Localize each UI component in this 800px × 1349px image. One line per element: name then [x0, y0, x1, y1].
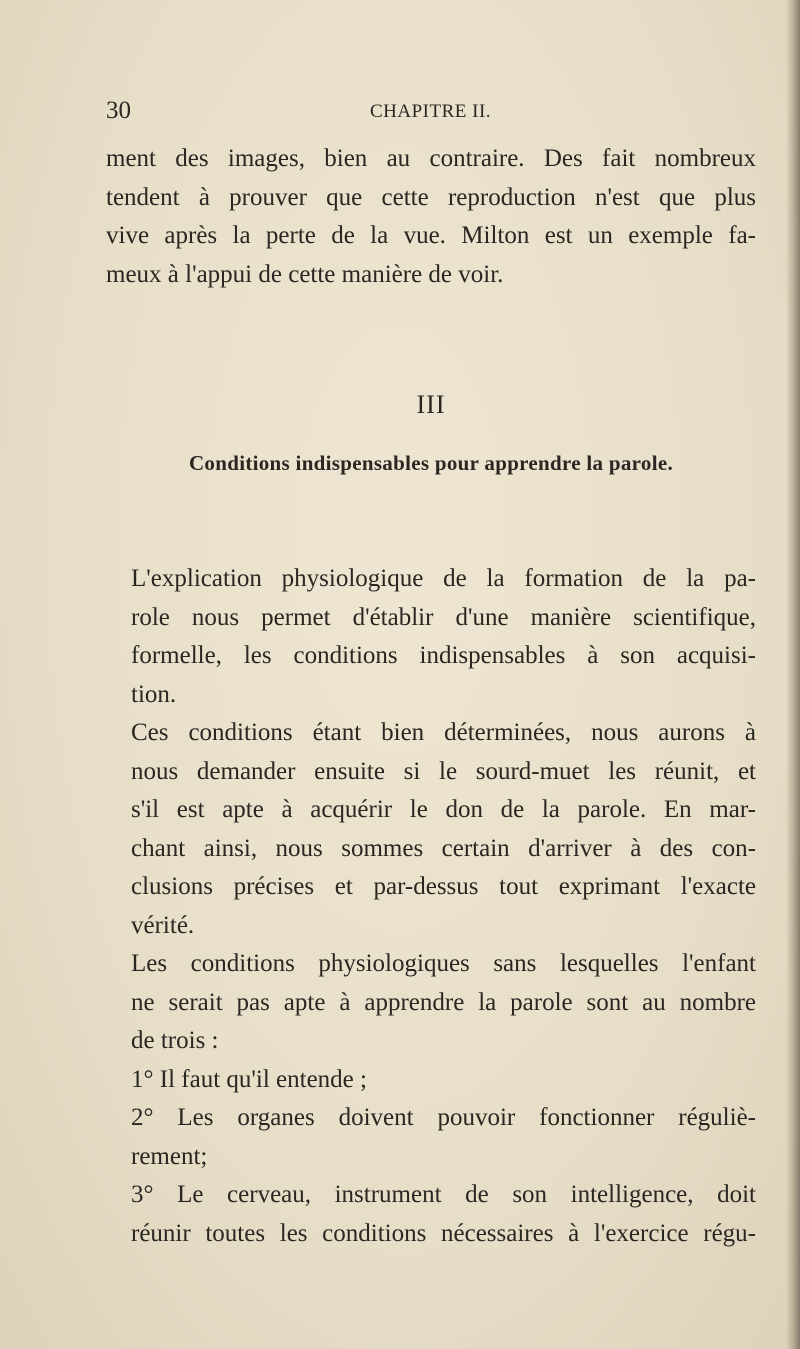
section-number: III — [416, 390, 446, 419]
text-line: role nous permet d'établir d'une manière scientifique, — [131, 603, 756, 631]
text-line: meux à l'appui de cette manière de voir. — [106, 260, 504, 288]
list-item — [106, 1061, 756, 1100]
text-line: 2° Les organes doivent pouvoir fonctionner réguliè- — [131, 1104, 756, 1131]
opening-paragraph — [106, 140, 756, 294]
text-line: Les conditions physiologiques sans lesquelles l'enfant — [131, 950, 756, 977]
text-line: 3° Le cerveau, instrument de son intelligence, doit — [131, 1181, 756, 1208]
paragraph — [106, 945, 756, 1061]
page-number: 30 — [106, 97, 131, 124]
text-line: vérité. — [131, 911, 195, 939]
text-line: nous demander ensuite si le sourd-muet les réunit, et — [131, 757, 756, 785]
running-head: CHAPITRE II. — [370, 101, 492, 122]
paragraph — [106, 714, 756, 945]
page-header — [106, 96, 756, 126]
body-text — [106, 560, 756, 1253]
list-item — [106, 1099, 756, 1176]
text-line: chant ainsi, nous sommes certain d'arriver à des con- — [131, 834, 756, 862]
text-line: clusions précises et par-dessus tout exprimant l'exacte — [131, 873, 756, 900]
text-line: formelle, les conditions indispensables à son acquisi- — [131, 642, 756, 669]
section-title: Conditions indispensables pour apprendre la parole. — [188, 451, 674, 475]
text-line: de trois : — [131, 1027, 219, 1054]
text-line: tion. — [131, 680, 177, 708]
text-line: rement; — [131, 1142, 208, 1170]
paragraph — [106, 560, 756, 714]
text-line: 1° Il faut qu'il entende ; — [131, 1065, 367, 1093]
text-line: ment des images, bien au contraire. Des fait nombreux — [106, 145, 756, 172]
list-item — [106, 1176, 756, 1253]
text-line: L'explication physiologique de la formation de la pa- — [131, 565, 756, 592]
text-line: réunir toutes les conditions nécessaires à l'exercice régu- — [131, 1219, 756, 1247]
text-line: Ces conditions étant bien déterminées, nous aurons à — [131, 719, 756, 746]
text-line: ne serait pas apte à apprendre la parole sont au nombre — [131, 988, 756, 1016]
text-line: vive après la perte de la vue. Milton est un exemple fa- — [106, 222, 756, 249]
text-line: s'il est apte à acquérir le don de la parole. En mar- — [131, 796, 756, 823]
text-line: tendent à prouver que cette reproduction n'est que plus — [106, 183, 756, 211]
